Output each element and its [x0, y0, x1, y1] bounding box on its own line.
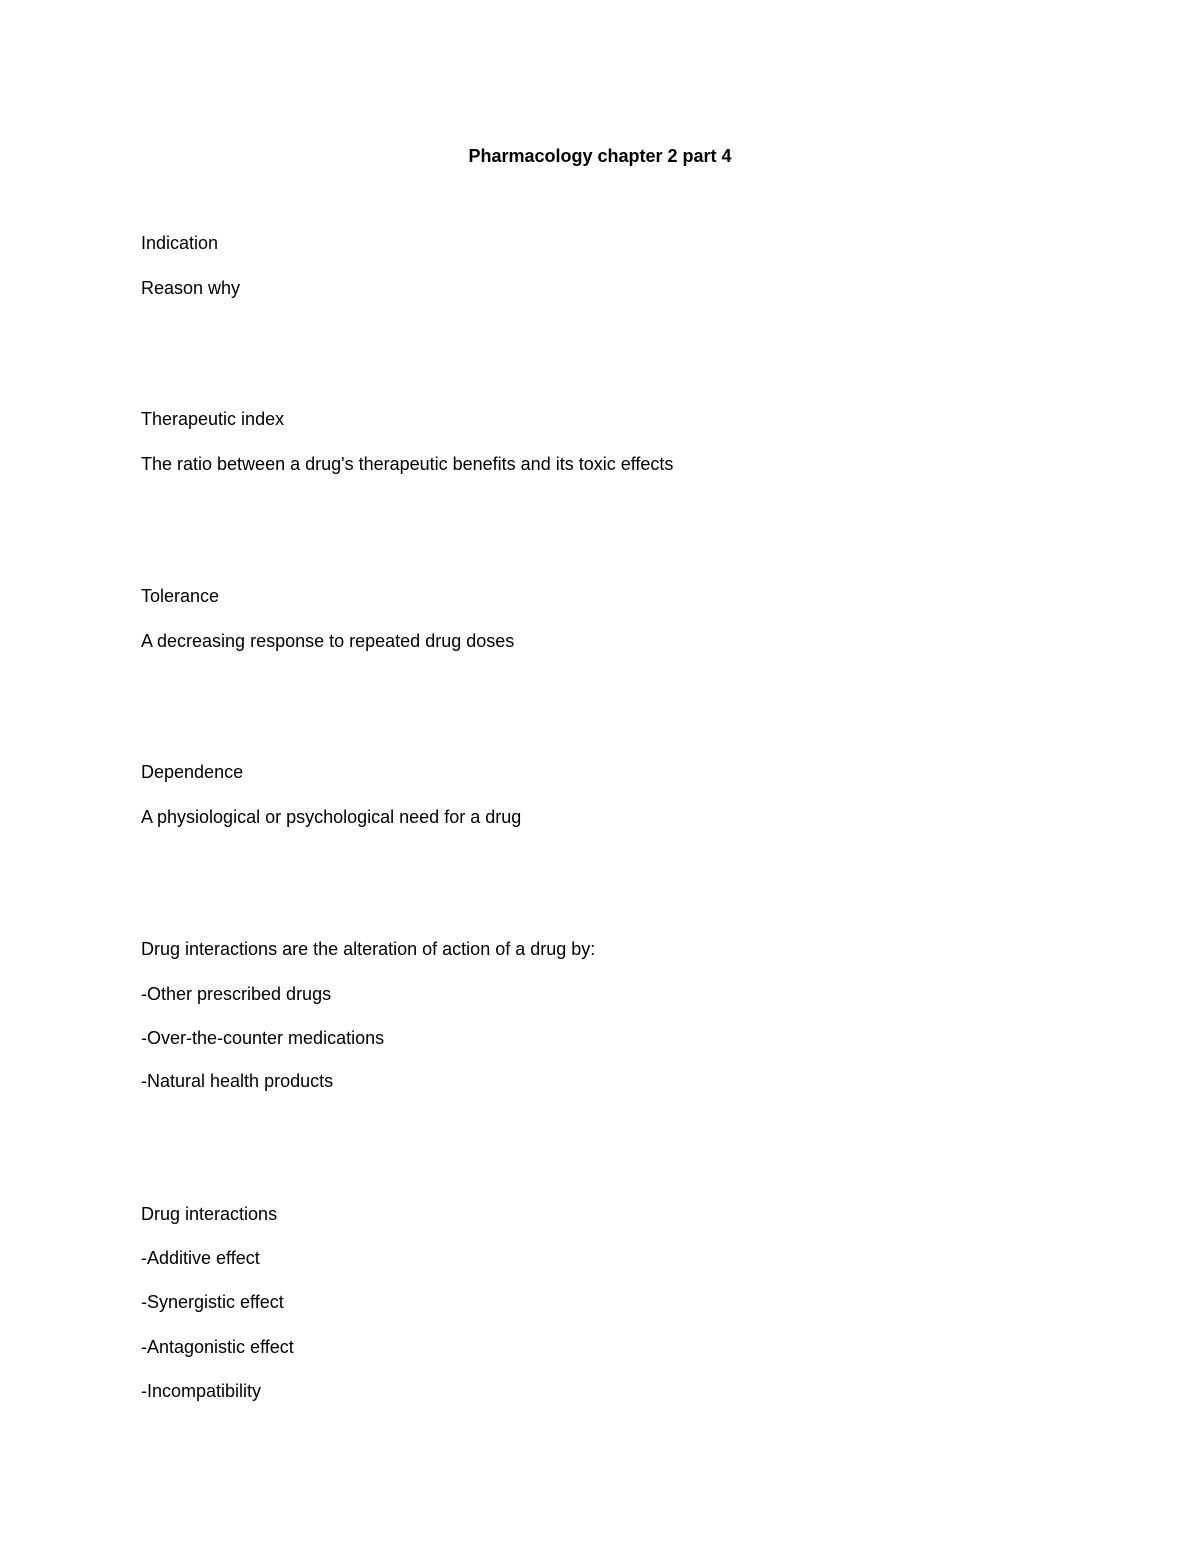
- list-item: -Over-the-counter medications: [141, 1028, 385, 1048]
- definition-indication: Reason why: [141, 278, 241, 298]
- term-therapeutic-index: Therapeutic index: [141, 409, 285, 429]
- list-item: -Other prescribed drugs: [141, 984, 332, 1004]
- list-item: -Natural health products: [141, 1071, 334, 1091]
- list-item: -Antagonistic effect: [141, 1337, 294, 1357]
- definition-therapeutic-index: The ratio between a drug's therapeutic benefits and its toxic effects: [141, 454, 674, 474]
- term-indication: Indication: [141, 233, 219, 253]
- interactions-types-heading: Drug interactions: [141, 1204, 278, 1224]
- page-title: Pharmacology chapter 2 part 4: [468, 146, 732, 166]
- list-item: -Additive effect: [141, 1248, 260, 1268]
- definition-tolerance: A decreasing response to repeated drug doses: [141, 631, 515, 651]
- term-dependence: Dependence: [141, 762, 244, 782]
- interactions-intro-heading: Drug interactions are the alteration of action of a drug by:: [141, 939, 596, 959]
- list-item: -Incompatibility: [141, 1381, 262, 1401]
- term-tolerance: Tolerance: [141, 586, 220, 606]
- list-item: -Synergistic effect: [141, 1292, 284, 1312]
- definition-dependence: A physiological or psychological need for a drug: [141, 807, 522, 827]
